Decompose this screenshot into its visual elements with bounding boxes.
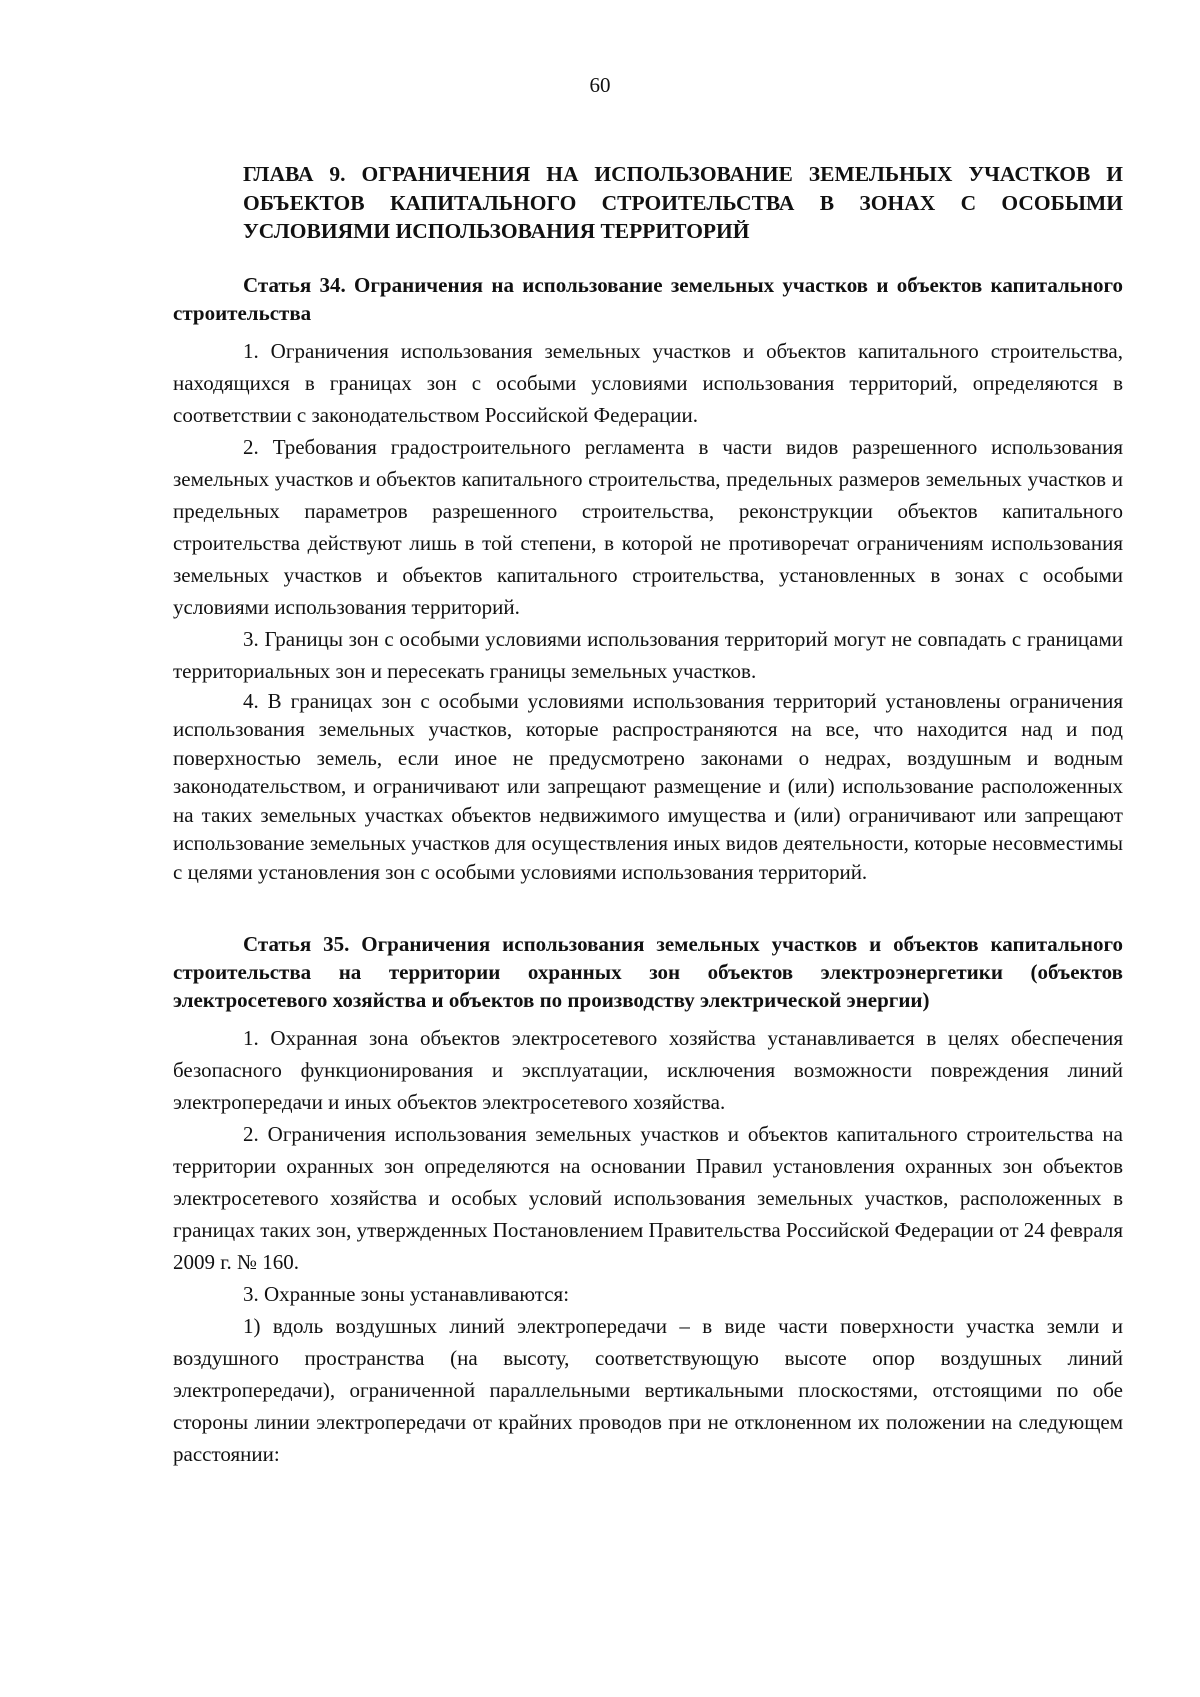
page-number: 60: [589, 73, 611, 97]
chapter-title: ГЛАВА 9. ОГРАНИЧЕНИЯ НА ИСПОЛЬЗОВАНИЕ ЗЕМЕЛЬНЫХ УЧАСТКОВ И ОБЪЕКТОВ КАПИТАЛЬНОГО СТРОИТЕЛЬСТВА В ЗОНАХ С ОСОБЫМИ УСЛОВИЯМИ ИСПОЛЬЗОВАНИЯ ТЕРРИТОРИЙ: [243, 162, 1123, 243]
article-35-paragraph-2: 2. Ограничения использования земельных участков и объектов капитального строительства на территории охранных зон определяются на основании Правил установления охранных зон объектов электросетевого хозяйства и особых условий использования земельных участков, расположенных в границах таких зон, утвержденных Постановлением Правительства Российской Федерации от 24 февраля 2009 г. № 160.: [173, 1122, 1123, 1274]
article-35-paragraph-3: 3. Охранные зоны устанавливаются:: [243, 1282, 570, 1306]
article-35-paragraph-4: 1) вдоль воздушных линий электропередачи – в виде части поверхности участка земли и воздушного пространства (на высоту, соответствующую высоте опор воздушных линий электропередачи), ограниченной параллельными вертикальными плоскостями, отстоящими по обе стороны линии электропередачи от крайних проводов при не отклоненном их положении на следующем расстоянии:: [173, 1314, 1123, 1466]
page-content: [173, 160, 1123, 1470]
article-35-title: Статья 35. Ограничения использования земельных участков и объектов капитального строительства на территории охранных зон объектов электроэнергетики (объектов электросетевого хозяйства и объектов по производству электрической энергии): [173, 932, 1123, 1012]
article-34-title: Статья 34. Ограничения на использование земельных участков и объектов капитального строительства: [173, 272, 1123, 325]
article-34-paragraph-2: 2. Требования градостроительного регламента в части видов разрешенного использования земельных участков и объектов капитального строительства, предельных размеров земельных участков и предельных параметров разрешенного строительства, реконструкции объектов капитального строительства действуют лишь в той степени, в которой не противоречат ограничениям использования земельных участков и объектов капитального строительства, установленных в зонах с особыми условиями использования территорий.: [173, 434, 1123, 619]
article-34-paragraph-1: 1. Ограничения использования земельных участков и объектов капитального строительства, находящихся в границах зон с особыми условиями использования территорий, определяются в соответствии с законодательством Российской Федерации.: [173, 338, 1123, 427]
article-34-paragraph-4: 4. В границах зон с особыми условиями использования территорий установлены ограничения использования земельных участков, которые распространяются на все, что находится над и под поверхностью земель, если иное не предусмотрено законами о недрах, воздушным и водным законодательством, и ограничивают или запрещают размещение и (или) использование расположенных на таких земельных участках объектов недвижимого имущества и (или) ограничивают или запрещают использование земельных участков для осуществления иных видов деятельности, которые несовместимы с целями установления зон с особыми условиями использования территорий.: [173, 688, 1123, 884]
article-34-paragraph-3: 3. Границы зон с особыми условиями использования территорий могут не совпадать с границами территориальных зон и пересекать границы земельных участков.: [173, 626, 1123, 683]
article-35-paragraph-1: 1. Охранная зона объектов электросетевого хозяйства устанавливается в целях обеспечения безопасного функционирования и эксплуатации, исключения возможности повреждения линий электропередачи и иных объектов электросетевого хозяйства.: [173, 1026, 1123, 1114]
